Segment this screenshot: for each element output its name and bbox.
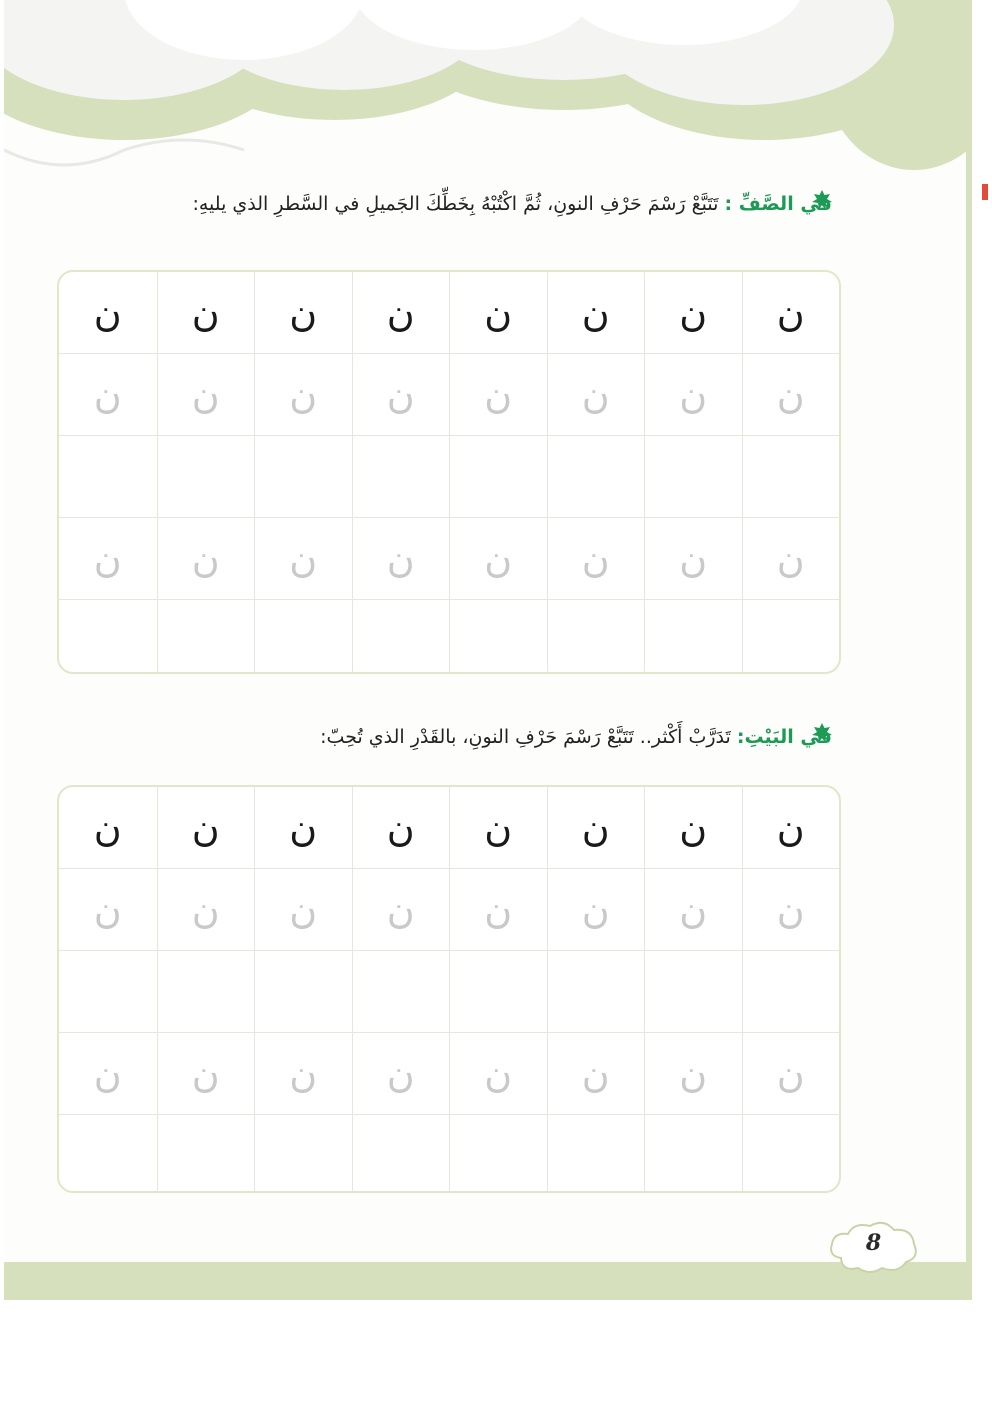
blank-writing-cell[interactable] <box>547 951 645 1033</box>
model-letter-cell: ن <box>742 787 840 869</box>
blank-writing-cell[interactable] <box>59 951 157 1033</box>
footer-band <box>4 1262 966 1300</box>
trace-letter-cell: ن <box>742 354 840 436</box>
model-letter-cell: ن <box>547 787 645 869</box>
blank-writing-cell[interactable] <box>644 436 742 518</box>
model-letter-cell: ن <box>157 787 255 869</box>
trace-letter-cell: ن <box>254 869 352 951</box>
blank-writing-cell[interactable] <box>254 436 352 518</box>
blank-writing-cell[interactable] <box>742 436 840 518</box>
model-letter-cell: ن <box>644 272 742 354</box>
blank-writing-cell[interactable] <box>59 436 157 518</box>
cloud-header <box>4 0 966 190</box>
trace-letter-cell: ن <box>644 1033 742 1115</box>
trace-letter-cell: ن <box>644 518 742 600</box>
page-number: 8 <box>865 1230 882 1256</box>
trace-letter-cell: ن <box>449 1033 547 1115</box>
blank-writing-cell[interactable] <box>352 436 450 518</box>
grid-cells <box>59 787 839 1191</box>
tracing-grid-home <box>57 785 841 1193</box>
blank-writing-cell[interactable] <box>644 951 742 1033</box>
blank-writing-cell[interactable] <box>352 600 450 672</box>
model-letter-cell: ن <box>59 787 157 869</box>
blank-writing-cell[interactable] <box>254 951 352 1033</box>
trace-letter-cell: ن <box>742 1033 840 1115</box>
blank-writing-cell[interactable] <box>157 600 255 672</box>
trace-letter-cell: ن <box>449 354 547 436</box>
model-letter-cell: ن <box>547 272 645 354</box>
trace-letter-cell: ن <box>547 1033 645 1115</box>
instruction-class <box>192 193 832 215</box>
blank-writing-cell[interactable] <box>547 600 645 672</box>
blank-writing-cell[interactable] <box>449 951 547 1033</box>
model-letter-cell: ن <box>157 272 255 354</box>
trace-letter-cell: ن <box>547 518 645 600</box>
trace-letter-cell: ن <box>352 518 450 600</box>
trace-letter-cell: ن <box>59 1033 157 1115</box>
trace-letter-cell: ن <box>254 354 352 436</box>
blank-writing-cell[interactable] <box>547 436 645 518</box>
trace-letter-cell: ن <box>254 1033 352 1115</box>
trace-letter-cell: ن <box>352 869 450 951</box>
blank-writing-cell[interactable] <box>449 600 547 672</box>
blank-writing-cell[interactable] <box>157 1115 255 1191</box>
trace-letter-cell: ن <box>644 869 742 951</box>
blank-writing-cell[interactable] <box>157 951 255 1033</box>
blank-writing-cell[interactable] <box>547 1115 645 1191</box>
blank-writing-cell[interactable] <box>254 600 352 672</box>
grid-cells <box>59 272 839 672</box>
model-letter-cell: ن <box>352 272 450 354</box>
blank-writing-cell[interactable] <box>157 436 255 518</box>
blank-writing-cell[interactable] <box>644 1115 742 1191</box>
blank-writing-cell[interactable] <box>742 1115 840 1191</box>
blank-writing-cell[interactable] <box>59 1115 157 1191</box>
trace-letter-cell: ن <box>157 869 255 951</box>
trace-letter-cell: ن <box>352 354 450 436</box>
trace-letter-cell: ن <box>742 518 840 600</box>
instruction-home-text: تَدَرَّبْ أَكْثر.. تَتَبَّعْ رَسْمَ حَرْفِ النونِ، بالقَدْرِ الذي تُحِبّ: <box>320 726 731 748</box>
model-letter-cell: ن <box>449 787 547 869</box>
blank-writing-cell[interactable] <box>59 600 157 672</box>
trace-letter-cell: ن <box>59 354 157 436</box>
blank-writing-cell[interactable] <box>254 1115 352 1191</box>
trace-letter-cell: ن <box>157 354 255 436</box>
blank-writing-cell[interactable] <box>644 600 742 672</box>
blank-writing-cell[interactable] <box>449 1115 547 1191</box>
model-letter-cell: ن <box>742 272 840 354</box>
blank-writing-cell[interactable] <box>352 951 450 1033</box>
model-letter-cell: ن <box>254 787 352 869</box>
model-letter-cell: ن <box>254 272 352 354</box>
model-letter-cell: ن <box>352 787 450 869</box>
trace-letter-cell: ن <box>449 869 547 951</box>
blank-writing-cell[interactable] <box>449 436 547 518</box>
instruction-home-lead: في البَيْتِ: <box>736 726 832 748</box>
edge-marker <box>982 184 988 200</box>
blank-writing-cell[interactable] <box>742 951 840 1033</box>
trace-letter-cell: ن <box>547 869 645 951</box>
trace-letter-cell: ن <box>59 869 157 951</box>
trace-letter-cell: ن <box>547 354 645 436</box>
model-letter-cell: ن <box>644 787 742 869</box>
trace-letter-cell: ن <box>742 869 840 951</box>
model-letter-cell: ن <box>449 272 547 354</box>
instruction-home <box>320 726 832 748</box>
blank-writing-cell[interactable] <box>742 600 840 672</box>
instruction-class-lead: في الصَّفِّ : <box>724 193 832 215</box>
instruction-class-text: تَتَبَّعْ رَسْمَ حَرْفِ النونِ، ثُمَّ اكْتُبْهُ بِخَطِّكَ الجَميلِ في السَّطرِ الذي يليهِ: <box>192 193 719 215</box>
trace-letter-cell: ن <box>449 518 547 600</box>
model-letter-cell: ن <box>59 272 157 354</box>
trace-letter-cell: ن <box>157 1033 255 1115</box>
trace-letter-cell: ن <box>352 1033 450 1115</box>
trace-letter-cell: ن <box>644 354 742 436</box>
trace-letter-cell: ن <box>254 518 352 600</box>
trace-letter-cell: ن <box>59 518 157 600</box>
tracing-grid-class <box>57 270 841 674</box>
blank-writing-cell[interactable] <box>352 1115 450 1191</box>
trace-letter-cell: ن <box>157 518 255 600</box>
